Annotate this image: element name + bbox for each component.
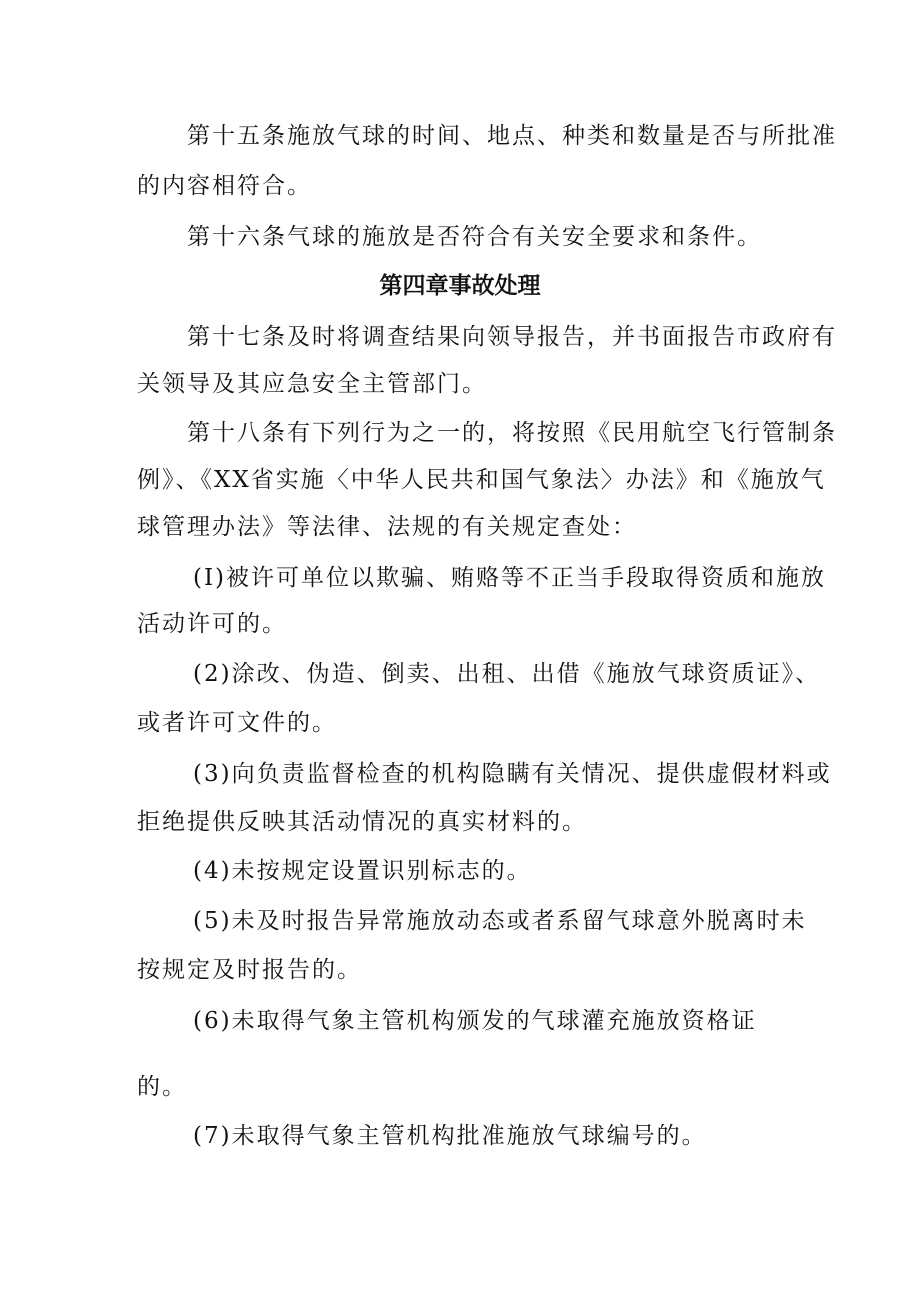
article-18-line-1: 第十八条有下列行为之一的，将按照《民用航空飞行管制条	[187, 420, 837, 446]
article-17-line-2: 关领导及其应急安全主管部门。	[137, 371, 487, 397]
item-3-line-2: 拒绝提供反映其活动情况的真实材料的。	[137, 809, 587, 835]
item-1-line-2: 活动许可的。	[137, 611, 287, 637]
item-6-line-1: (6)未取得气象主管机构颁发的气球灌充施放资格证	[193, 1008, 757, 1034]
item-6-line-2: 的。	[137, 1074, 187, 1100]
item-2-line-1: (2)涂改、伪造、倒卖、出租、出借《施放气球资质证》、	[193, 661, 821, 687]
item-7-line-1: (7)未取得气象主管机构批准施放气球编号的。	[193, 1123, 707, 1149]
article-18-line-3: 球管理办法》等法律、法规的有关规定查处：	[137, 514, 637, 540]
item-1-line-1: (I)被许可单位以欺骗、贿赂等不正当手段取得资质和施放	[193, 565, 827, 591]
item-4-line-1: (4)未按规定设置识别标志的。	[193, 858, 532, 884]
article-17-line-1: 第十七条及时将调查结果向领导报告，并书面报告市政府有	[187, 324, 837, 350]
article-18-line-2: 例》、《XX省实施〈中华人民共和国气象法〉办法》和《施放气	[137, 467, 826, 493]
item-2-line-2: 或者许可文件的。	[137, 710, 337, 736]
article-16-line-1: 第十六条气球的施放是否符合有关安全要求和条件。	[187, 224, 762, 250]
article-15-line-2: 的内容相符合。	[137, 173, 312, 199]
article-15-line-1: 第十五条施放气球的时间、地点、种类和数量是否与所批准	[187, 123, 837, 149]
item-5-line-2: 按规定及时报告的。	[137, 957, 362, 983]
chapter-4-heading: 第四章事故处理	[379, 273, 541, 299]
item-5-line-1: (5)未及时报告异常施放动态或者系留气球意外脱离时未	[193, 908, 807, 934]
item-3-line-1: (3)向负责监督检查的机构隐瞒有关情况、提供虚假材料或	[193, 761, 832, 787]
